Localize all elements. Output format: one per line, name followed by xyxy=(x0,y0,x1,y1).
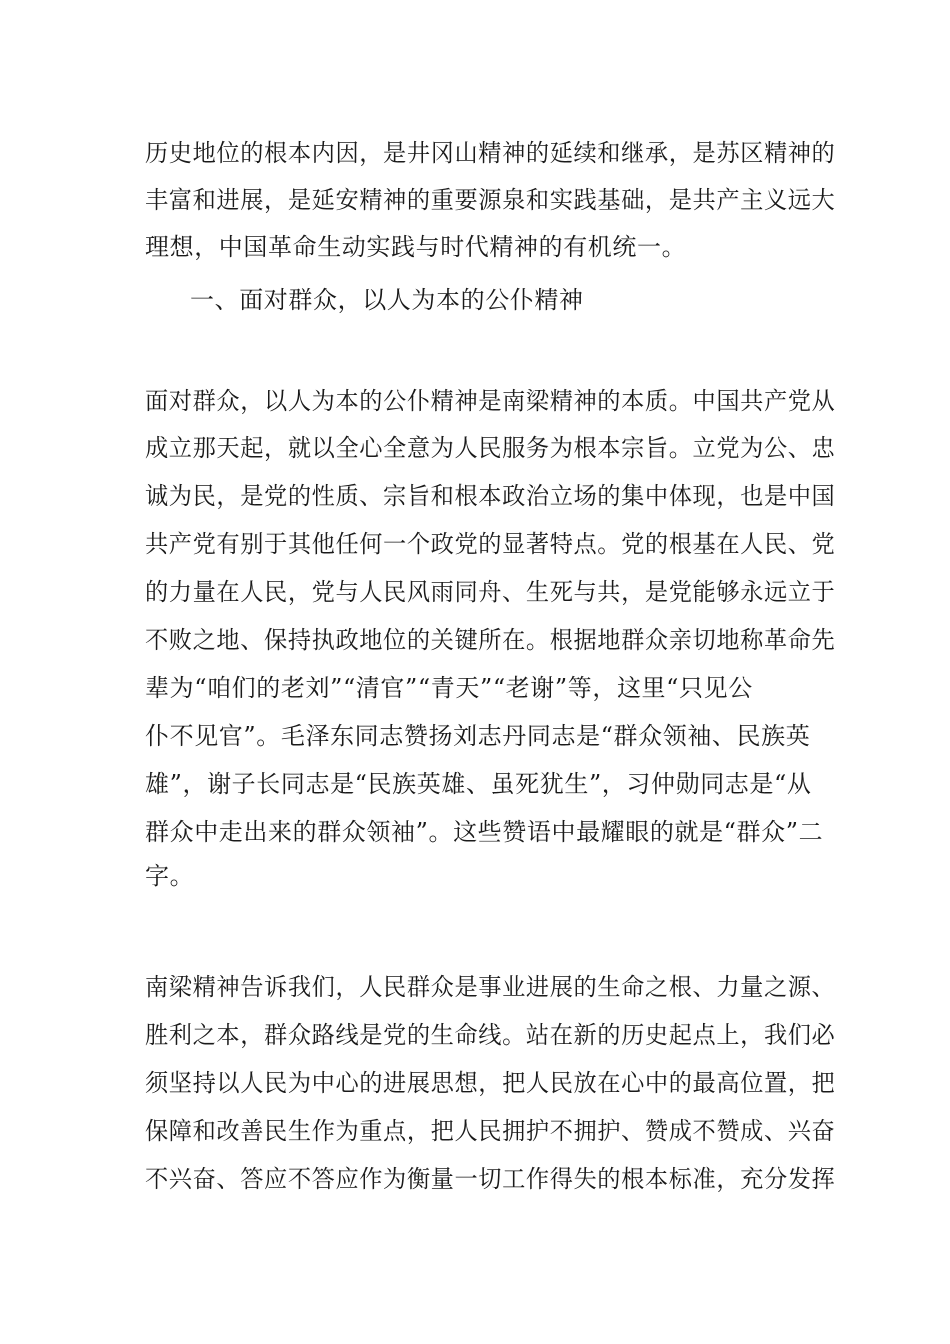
text-line: 面对群众，以人为本的公仆精神是南梁精神的本质。中国共产党从 xyxy=(145,387,836,415)
text-line: 共产党有别于其他任何一个政党的显著特点。党的根基在人民、党 xyxy=(145,530,836,558)
text-line: 群众中走出来的群众领袖”。这些赞语中最耀眼的就是“群众”二 xyxy=(145,818,824,846)
text-line: 丰富和进展，是延安精神的重要源泉和实践基础，是共产主义远大 xyxy=(145,186,836,214)
text-line: 成立那天起，就以全心全意为人民服务为根本宗旨。立党为公、忠 xyxy=(145,434,836,462)
text-line: 历史地位的根本内因，是井冈山精神的延续和继承，是苏区精神的 xyxy=(145,139,836,167)
text-line: 字。 xyxy=(145,862,195,890)
text-line: 南梁精神告诉我们，人民群众是事业进展的生命之根、力量之源、 xyxy=(145,973,836,1001)
text-line: 雄”，谢子长同志是“民族英雄、虽死犹生”，习仲勋同志是“从 xyxy=(145,770,812,798)
text-line: 的力量在人民，党与人民风雨同舟、生死与共，是党能够永远立于 xyxy=(145,578,836,606)
text-line: 须坚持以人民为中心的进展思想，把人民放在心中的最高位置，把 xyxy=(145,1069,836,1097)
text-line: 诚为民，是党的性质、宗旨和根本政治立场的集中体现，也是中国 xyxy=(145,482,836,510)
text-line: 仆不见官”。毛泽东同志赞扬刘志丹同志是“群众领袖、民族英 xyxy=(145,722,811,750)
text-line: 不兴奋、答应不答应作为衡量一切工作得失的根本标准，充分发挥 xyxy=(145,1165,836,1193)
section-heading: 一、面对群众，以人为本的公仆精神 xyxy=(190,286,584,314)
text-line: 不败之地、保持执政地位的关键所在。根据地群众亲切地称革命先 xyxy=(145,626,836,654)
text-line: 保障和改善民生作为重点，把人民拥护不拥护、赞成不赞成、兴奋 xyxy=(145,1117,836,1145)
text-line: 辈为“咱们的老刘”“清官”“青天”“老谢”等，这里“只见公 xyxy=(145,674,753,702)
text-line: 胜利之本，群众路线是党的生命线。站在新的历史起点上，我们必 xyxy=(145,1021,836,1049)
text-line: 理想，中国革命生动实践与时代精神的有机统一。 xyxy=(145,233,687,261)
